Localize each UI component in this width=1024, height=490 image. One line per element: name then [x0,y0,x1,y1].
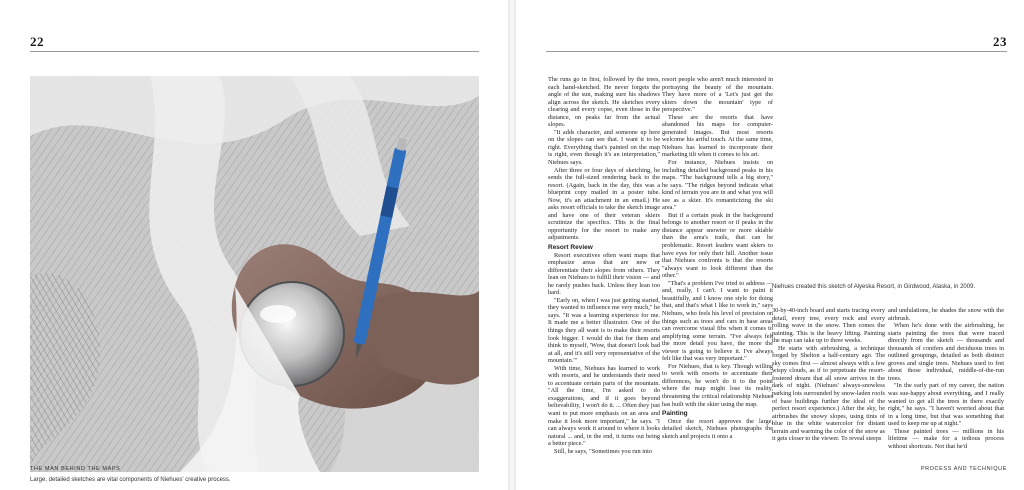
col1-paragraph: Still, he says, "Sometimes you run into [554,447,653,455]
article-column-3 [772,307,885,467]
left-footer: THE MAN BEHIND THE MAPS [30,466,121,472]
col3-paragraph: He starts with airbrushing, a technique forged by Shelton a half-century ago. The sky comes first — almost always with a few wispy clouds, as if to perpetuate the resort-fostered dream that all snow arrives in the dark of night. (Niehues' always-snowless parking lots surrounded by snow-laden roofs of base buildings further the ideal of the perfect resort experience.) After the sky, he airbrushes the snowy slopes, using tints of blue in the white watercolor for distant terrain and warming the color of the snow as it gets closer to the viewer. To reveal steeps [772,344,885,443]
sketch-photo [30,76,479,472]
sketch-photo-illustration [30,76,479,472]
col4-paragraph: Those painted trees — millions in his lifetime — make for a tedious process without shortcuts. Not that he'd [888,427,1004,450]
book-gutter [508,0,516,490]
col2-paragraph: For instance, Niehues insists on including detailed background peaks in his maps. "The background tells a big story," he says. "The ridges beyond indicate what kind of terrain you are in and what you will see as a skier. It's romanticizing the ski area." [662,159,773,212]
right-page [516,0,1024,490]
section-heading-resort-review: Resort Review [548,244,593,252]
article-column-4 [888,307,1004,467]
col1-paragraph: After three or four days of sketching, he sends the full-sized rendering back to the resort. (Again, back in the day, this was a blueprint copy mailed in a poster tube. Now, it's an attachment in an email.) He asks resort officials to take the sketch image and have one of their veteran skiers scrutinize the specifics. This is the final opportunity for the resort to make any adjustments. [548,166,660,242]
page-number-left: 22 [30,34,44,49]
col1-paragraph: Resort executives often want maps that emphasize areas that are new or differentiate their slopes from others. They lean on Niehues to fulfill their vision — and he rarely pushes back. Unless they lean too hard. [548,251,660,297]
left-photo-caption: Large, detailed sketches are vital components of Niehues' creative process. [30,477,231,483]
page-number-right: 23 [993,34,1007,49]
col2-paragraph: But if a certain peak in the background belongs to another resort or if peaks in the distance appear snowier or more skiable than the area's trails, that can be problematic. Resort leaders want skiers to have eyes for only their hill. Another issue that Niehues confronts is that the resorts "always want to look different than the other." [662,211,773,280]
col3-paragraph: 30-by-40-inch board and starts tracing every detail, every tree, every rock and every rolling wave in the snow. Then comes the painting. This is the heavy lifting. Painting the map can take up to three weeks. [772,307,885,345]
col4-paragraph: and undulations, he shades the snow with the airbrush. [888,307,1004,322]
col1-paragraph: "It adds character, and someone up here on the slopes can see that. I want it to be right. Everything that's painted on the map is right, even though it's an interpretation," Niehues says. [548,128,660,167]
col1-paragraph: "Early on, when I was just getting started, they wanted to influence me very much," he says. "It was a learning experience for me. It made me a better illustrator. One of the things they all want is to make their resorts look bigger. I would do that for them and think to myself, 'Wow, that doesn't look bad at all, and it's still very representative of the mountain.'" [548,296,660,365]
col4-paragraph: When he's done with the airbrushing, he starts painting the trees that were traced directly from the sketch — thousands and thousands of conifers and deciduous trees in outlined groupings, detailed as both distinct groves and single trees. Niehues used to fret about those individual, middle-of-the-run trees. [888,322,1004,382]
section-heading-painting: Painting [662,410,688,418]
article-column-2 [662,76,773,466]
col1-paragraph: With time, Niehues has learned to work with resorts, and he understands their need to accentuate certain parts of the mountain. "All the time, I'm asked to do exaggerations, and if it goes beyond believability, I won't do it. ... Often they just want to put more emphasis on an area and make it look more important," he says. "I can always work it around to where it looks natural ... and, in the end, it turns out being a better piece." [548,364,660,448]
right-footer: PROCESS AND TECHNIQUE [920,466,1007,472]
article-column-1 [548,76,660,466]
right-photo-caption: Niehues created this sketch of Alyeska Resort, in Girdwood, Alaska, in 2009. [772,284,976,290]
col4-paragraph: "In the early part of my career, the nation was sue-happy about everything, and I really wanted to get all the trees in there exactly right," he says. "I haven't worried about that in a long time, but that was something that used to keep me up at night." [888,382,1004,428]
header-rule-right [546,51,1007,52]
col2-paragraph: resort people who aren't much interested in portraying the beauty of the mountain. They have more of a 'Let's just get the skiers down the mountain' type of perspective." [662,76,773,114]
header-rule-left [30,51,479,52]
col2-paragraph: For Niehues, that is key. Though willing to work with resorts to accentuate their differences, he won't do it to the point where the map might lose its reality, threatening the critical relationship Niehues has built with the skier using the map. [662,362,773,408]
left-page [0,0,508,490]
col1-paragraph: The runs go in first, followed by the trees, each hand-sketched. He never forgets the angle of the sun, making sure his shadows align across the sketch. He sketches every clearing and every copse, even those in the distance, on peaks far from the actual slopes. [548,76,660,129]
col2-paragraph: Once the resort approves the large, detailed sketch, Niehues photographs the sketch and projects it onto a [662,417,773,440]
col2-paragraph: These are the resorts that have abandoned his maps for computer-generated images. But most resorts welcome his artful touch. At the same time, Niehues has learned to incorporate their marketing tilt when it comes to his art. [662,113,773,159]
col2-paragraph: "That's a problem I've tried to address — and, really, I can't. I want to paint it beautifully, and I know one style for doing that, and that's what I like to work in," says Niehues, who feels his level of precision on things such as trees and cars in base areas can overcome visual fibs when it comes to amplifying some terrain. "I've always felt the more detail you have, the more the viewer is going to believe it. I've always felt like that was very important." [662,279,773,363]
